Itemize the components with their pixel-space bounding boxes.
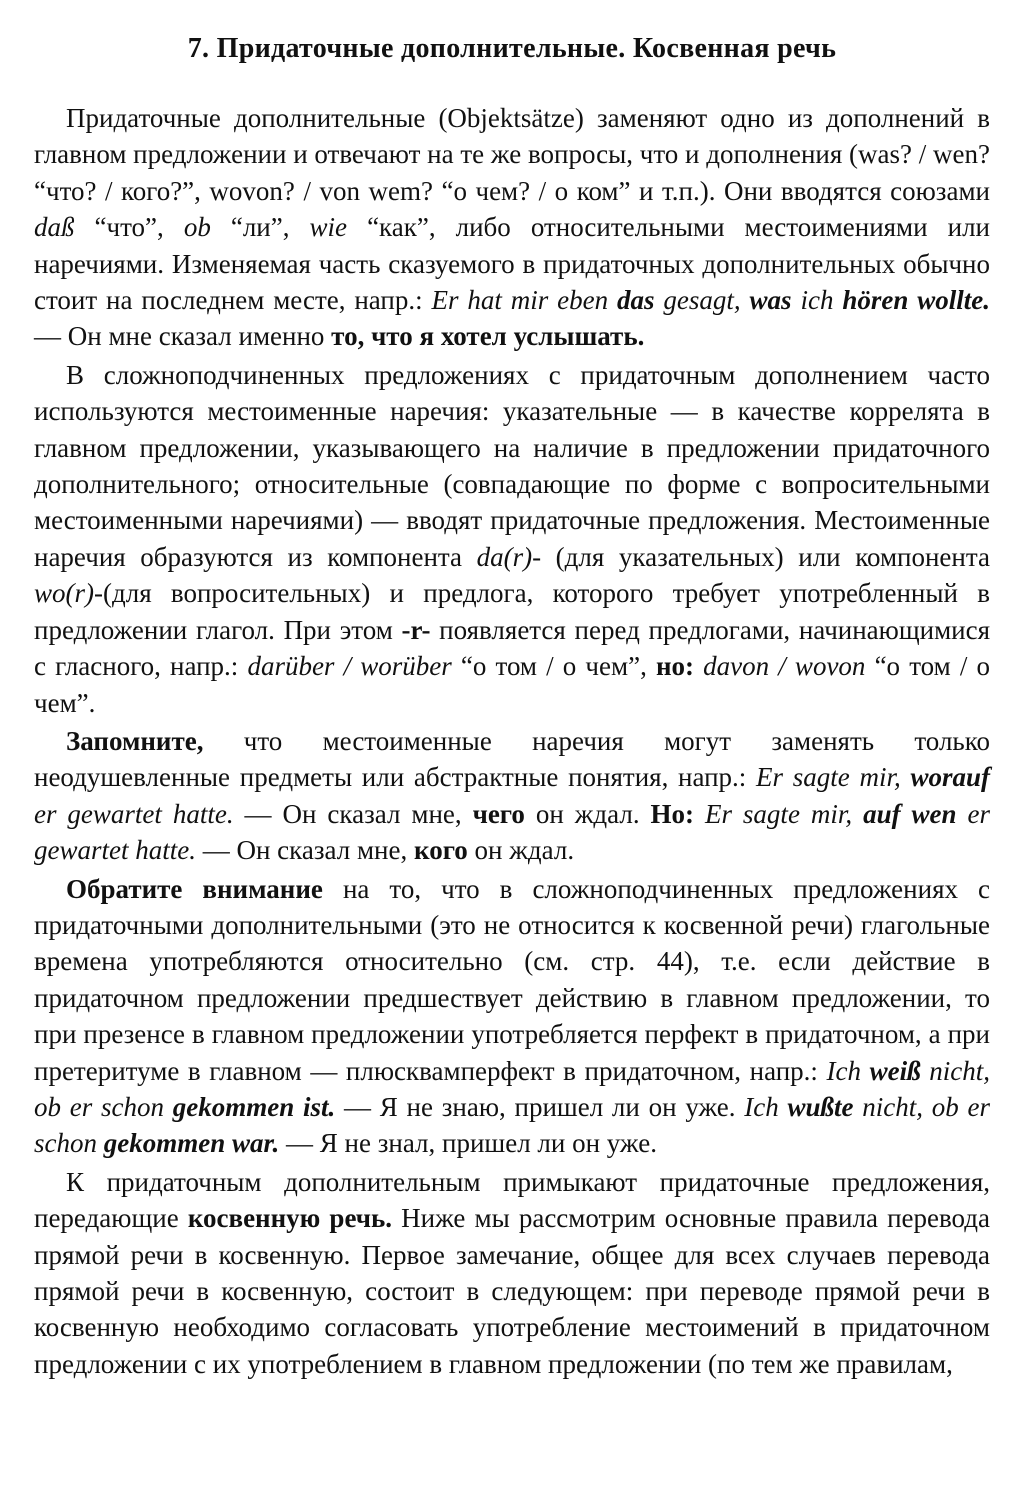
translation-emphasis: кого (414, 835, 468, 866)
text-run: он ждал. (467, 835, 575, 866)
text-run: он ждал. (524, 798, 651, 829)
text-run: “что”, (74, 212, 184, 243)
german-example-emphasis: worauf (910, 762, 991, 793)
german-example: Er sagte mir, (756, 762, 911, 793)
german-example: Ich (744, 1091, 788, 1122)
german-example-emphasis: das (617, 285, 655, 316)
german-example-emphasis: wußte (787, 1091, 854, 1122)
text-run: Ниже мы рассмотрим основные правила перевода прямой речи в косвенную. Первое замечание, общее для всех случаев перевода прямой речи в косвенную, состоит в следующем: при переводе прямой речи в косвенную необходимо согласовать употребление местоимений в придаточном предложении с их употреблением в главном предложении (по тем же правилам, (34, 1203, 990, 1379)
text-run: что местоименные наречия могут заменять только неодушевленные предметы или абстрактные понятия, напр.: (34, 725, 990, 793)
german-example: Er sagte mir, (704, 798, 864, 829)
paragraph-pronominal-adverbs (34, 357, 990, 721)
section-title: 7. Придаточные дополнительные. Косвенная речь (187, 33, 837, 64)
text-run: “о том / о чем”, (451, 651, 656, 682)
translation-emphasis: чего (472, 798, 525, 829)
text-run: — Он сказал мне, (195, 835, 414, 866)
german-example: er gewartet hatte. (34, 798, 234, 829)
bold-marker: Обратите внимание (66, 873, 323, 904)
paragraph-remember (34, 723, 990, 869)
text-run: (для указательных) или компонента (541, 541, 990, 572)
text-run: В сложноподчиненных предложениях с придаточным дополнением часто используются местоименные наречия: указательные — в качестве коррелята в главном предложении, указывающего на наличие в предложении придаточного дополнительного; относительные (совпадающие по форме с вопросительными местоименными наречиями) — вводят придаточные предложения. Местоименные наречия образуются из компонента (34, 359, 990, 572)
text-run: “ли”, (210, 212, 310, 243)
german-example-emphasis: auf wen (863, 798, 957, 829)
text-run: — Я не знаю, пришел ли он уже. (335, 1091, 745, 1122)
text-run: на то, что в сложноподчиненных предложениях с придаточными дополнительными (это не относится к косвенной речи) глагольные времена употребляются относительно (см. стр. 44), т.е. если действие в придаточном предложении предшествует действию в главном предложении, то при презенсе в главном предложении употребляется перфект в придаточном, а при претеритуме в главном — плюсквамперфект в придаточном, напр.: (34, 873, 990, 1086)
translation-emphasis: то, что я хотел услышать. (331, 321, 645, 352)
bold-marker: Но: (650, 798, 695, 829)
text-run: “о том / о чем”. (34, 651, 990, 718)
text-run: “как”, либо относительными местоимениями или наречиями. Изменяемая часть сказуемого в придаточных дополнительных обычно стоит на последнем месте, напр.: (34, 212, 990, 316)
german-morpheme: da(r)- (476, 541, 542, 572)
text-run: Придаточные дополнительные (Objektsätze) заменяют одно из дополнений в главном предложении и отвечают на те же вопросы, что и дополнения (was? / wen? “что? / кого?”, wovon? / von wem? “о чем? / о ком” и т.п.). Они вводятся союзами (34, 103, 990, 206)
text-run: К придаточным дополнительным примыкают придаточные предложения, передающие (34, 1166, 990, 1234)
bold-marker: Запомните, (66, 725, 204, 756)
german-example-emphasis: weiß (869, 1055, 921, 1086)
german-example-emphasis: gekommen ist. (172, 1091, 336, 1122)
paragraph-indirect-speech (34, 1164, 990, 1382)
german-example-emphasis: hören wollte. (842, 285, 990, 316)
german-example-emphasis: gekommen war. (103, 1128, 280, 1159)
paragraph-objektsaetze-definition (34, 100, 990, 355)
german-example: er gewartet hatte. (34, 798, 990, 866)
german-example: Er hat mir eben (431, 285, 618, 316)
german-example: davon / wovon (703, 651, 866, 682)
german-conjunction: daß (34, 212, 75, 243)
text-run: — Я не знал, пришел ли он уже. (279, 1128, 657, 1159)
german-example: nicht, ob er schon (34, 1055, 990, 1122)
text-run (694, 799, 705, 829)
text-run (694, 651, 703, 681)
german-example: ich (791, 285, 843, 316)
german-example: Ich (826, 1055, 870, 1086)
bold-term: косвенную речь. (187, 1203, 393, 1234)
text-run: — Он сказал мне, (233, 798, 473, 829)
bold-morpheme: -r- (401, 614, 431, 645)
german-example: gesagt, (654, 285, 750, 316)
text-run: появляется перед предлогами, начинающимися с гласного, напр.: (34, 614, 991, 682)
paragraph-note-tenses (34, 871, 990, 1162)
bold-marker: но: (655, 651, 695, 682)
german-example: nicht, ob er schon (34, 1091, 990, 1159)
german-example: darüber / worüber (247, 651, 452, 682)
german-example-emphasis: was (749, 285, 792, 316)
german-morpheme: wo(r)- (34, 578, 103, 609)
text-run: — Он мне сказал именно (34, 321, 332, 352)
german-conjunction: ob (183, 212, 211, 243)
text-run: (для вопросительных) и предлога, которого требует употребленный в предложении глагол. При этом (34, 578, 990, 645)
german-conjunction: wie (309, 212, 348, 243)
